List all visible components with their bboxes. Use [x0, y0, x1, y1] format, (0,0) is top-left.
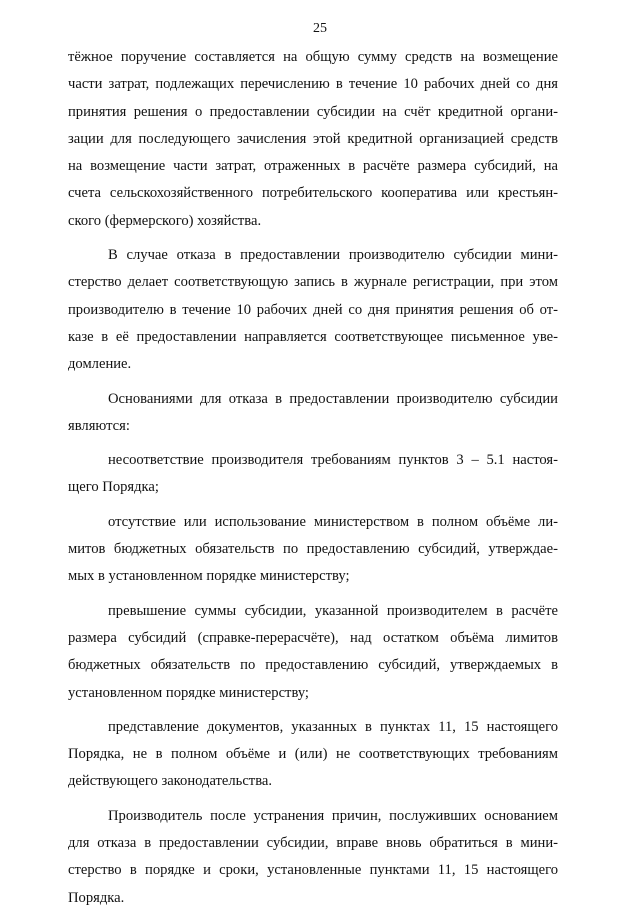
text-line: тёжное поручение составляется на общую сумму средств на возмещение: [68, 49, 558, 65]
paragraph: [68, 44, 558, 235]
text-line: Порядка, не в полном объёме и (или) не соответствующих требованиям: [68, 746, 558, 763]
text-line: В случае отказа в предоставлении производителю субсидии мини-: [108, 247, 558, 264]
text-line: части затрат, подлежащих перечислению в течение 10 рабочих дней со дня: [68, 76, 558, 93]
list-item: [68, 714, 558, 796]
text-line: размера субсидий (справке-перерасчёте), над остатком объёма лимитов: [68, 629, 558, 646]
document-body: [68, 44, 558, 912]
text-line: превышение суммы субсидии, указанной производителем в расчёте: [108, 602, 558, 619]
text-line: стерство в порядке и сроки, установленные пунктами 11, 15 настоящего: [68, 862, 558, 879]
text-line: щего Порядка;: [68, 479, 159, 496]
page-number: 25: [313, 21, 327, 36]
text-line: принятия решения о предоставлении субсидии на счёт кредитной органи-: [68, 103, 558, 120]
text-line: Порядка.: [68, 889, 125, 906]
text-line: представление документов, указанных в пунктах 11, 15 настоящего: [108, 718, 558, 735]
list-item: [68, 509, 558, 591]
text-line: казе в её предоставлении направляется соответствующее письменное уве-: [68, 328, 558, 345]
paragraph: [68, 803, 558, 912]
text-line: производителю в течение 10 рабочих дней со дня принятия решения об от-: [68, 301, 558, 318]
text-line: являются:: [68, 417, 130, 434]
text-line: установленном порядке министерству;: [68, 684, 309, 701]
text-line: отсутствие или использование министерством в полном объёме ли-: [108, 513, 558, 530]
paragraph: [68, 386, 558, 441]
text-line: на возмещение части затрат, отраженных в расчёте размера субсидий, на: [68, 158, 558, 175]
text-line: митов бюджетных обязательств по предоставлению субсидий, утверждае-: [68, 541, 558, 558]
text-line: счета сельскохозяйственного потребительского кооператива или крестьян-: [68, 185, 558, 202]
text-line: Производитель после устранения причин, послуживших основанием: [108, 807, 558, 824]
text-line: мых в установленном порядке министерству;: [68, 568, 350, 585]
list-item: [68, 598, 558, 707]
text-line: ского (фермерского) хозяйства.: [68, 212, 262, 229]
text-line: несоответствие производителя требованиям пунктов 3 – 5.1 настоя-: [108, 452, 558, 469]
text-line: действующего законодательства.: [68, 773, 273, 790]
list-item: [68, 447, 558, 502]
text-line: для отказа в предоставлении субсидии, вправе вновь обратиться в мини-: [68, 835, 558, 852]
paragraph: [68, 242, 558, 378]
text-line: бюджетных обязательств по предоставлению субсидий, утверждаемых в: [68, 657, 558, 674]
text-line: зации для последующего зачисления этой кредитной организацией средств: [68, 130, 558, 147]
text-line: домление.: [68, 356, 132, 373]
text-line: Основаниями для отказа в предоставлении производителю субсидии: [108, 390, 558, 407]
text-line: стерство делает соответствующую запись в журнале регистрации, при этом: [68, 274, 558, 291]
